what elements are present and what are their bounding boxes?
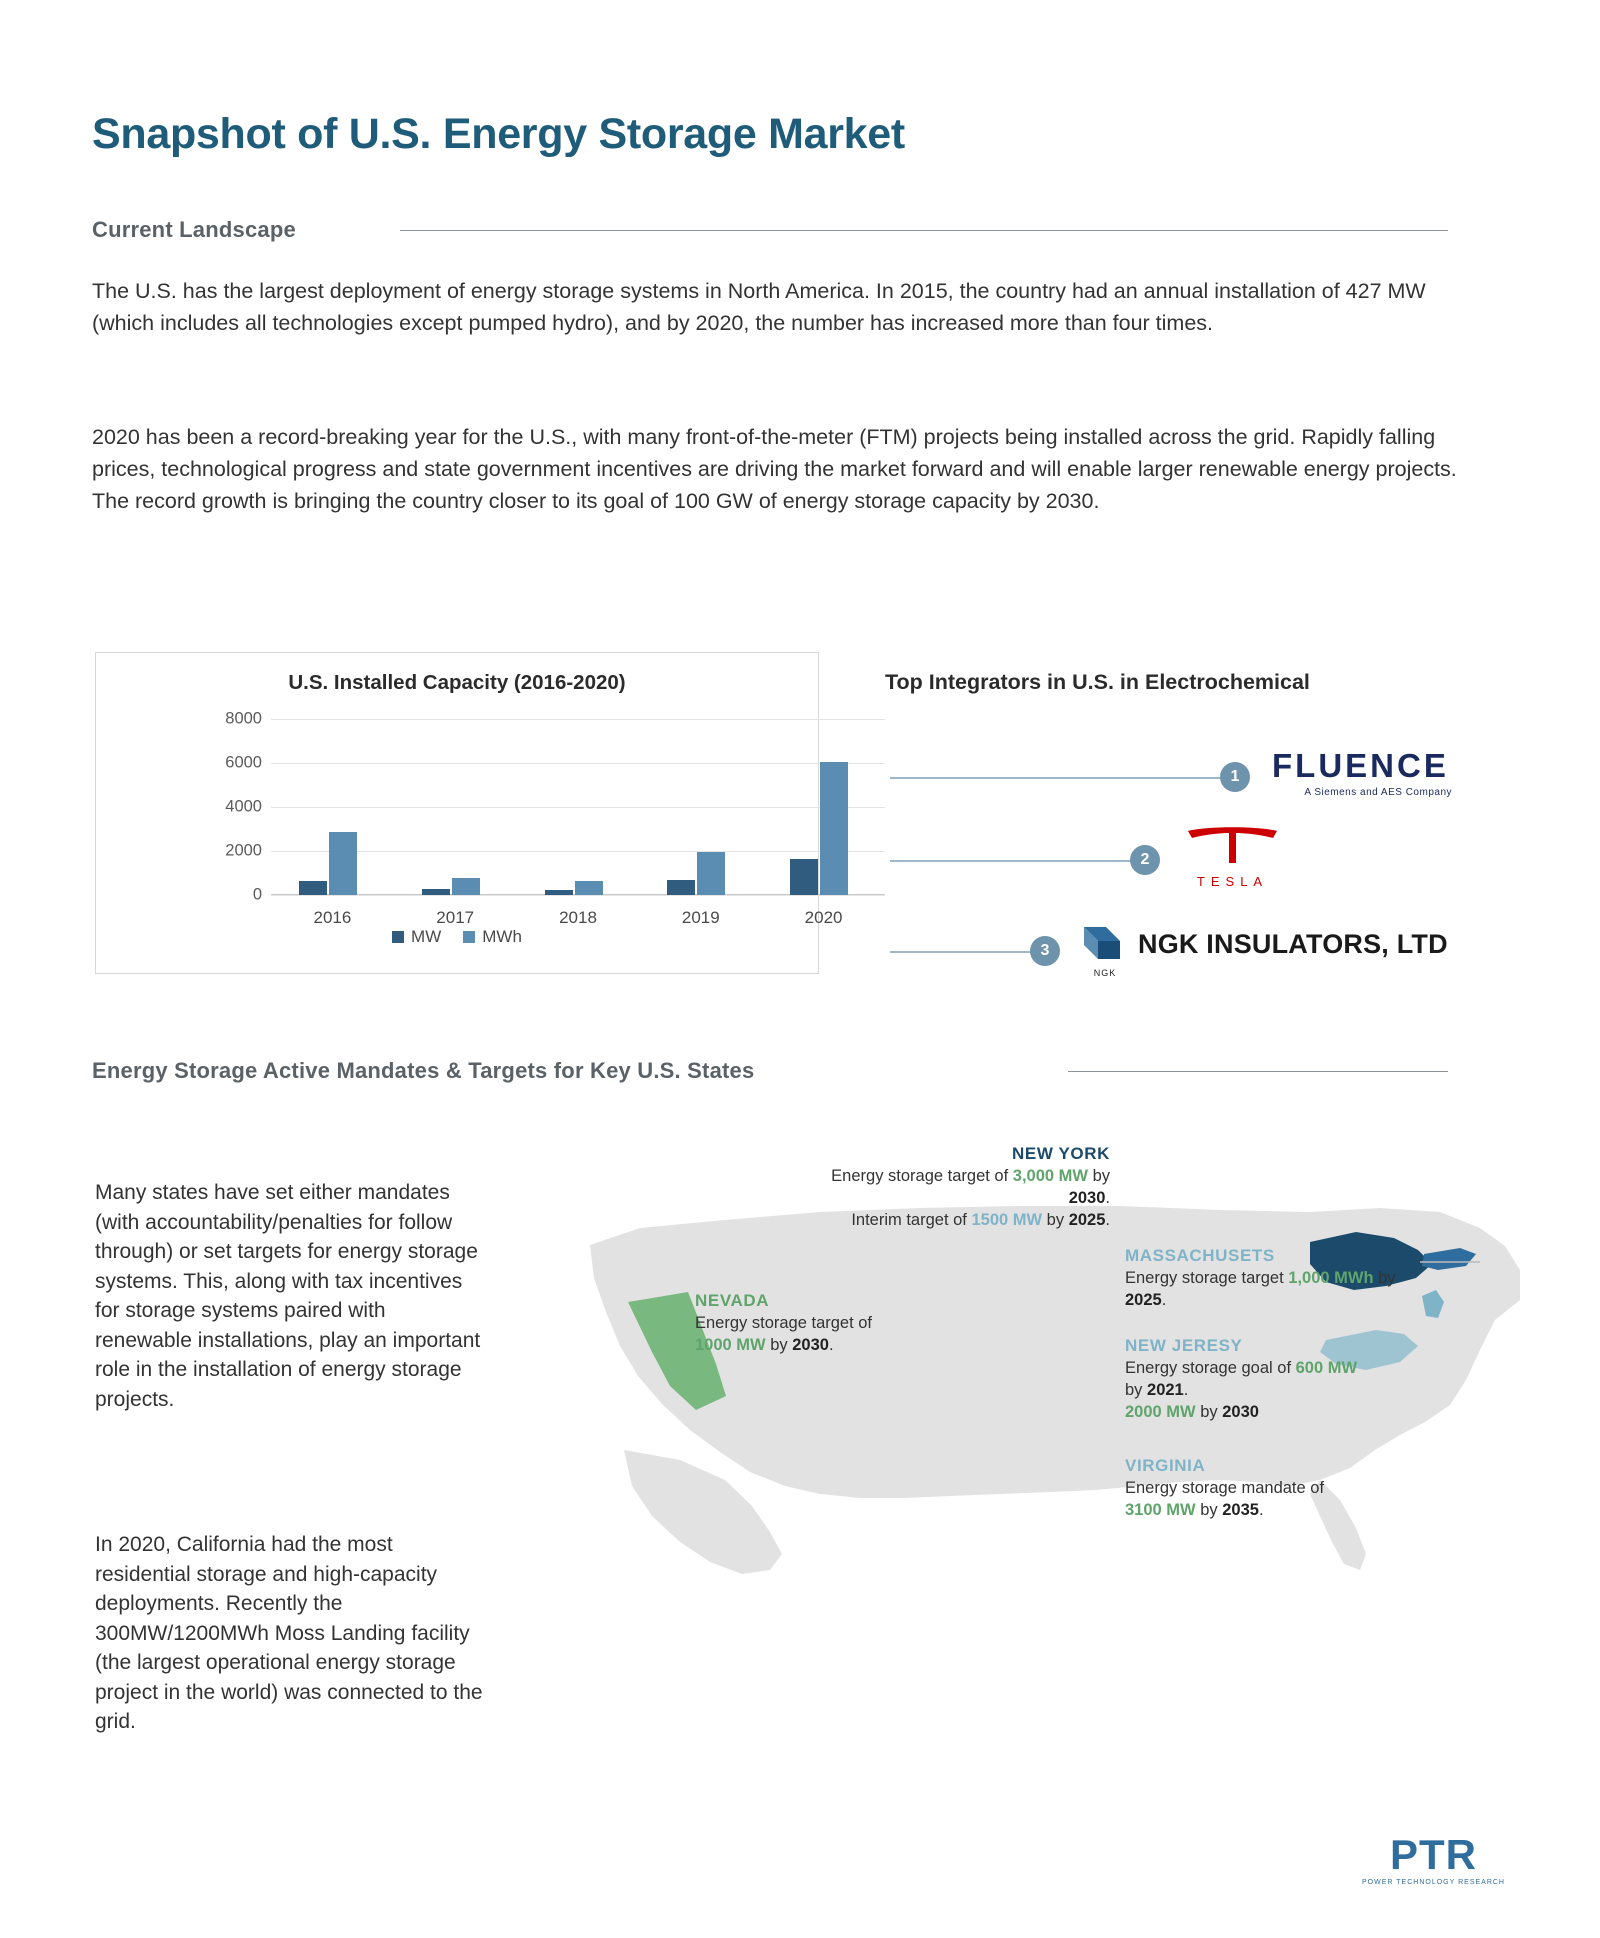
- chart-plot-area: [225, 709, 885, 927]
- annotation-state-name: NEW JERESY: [1125, 1336, 1243, 1355]
- text-fragment: .: [828, 1336, 834, 1354]
- connector-line: [890, 860, 1140, 862]
- y-tick-label: 2000: [225, 841, 262, 860]
- fluence-logo: [1272, 747, 1452, 798]
- integrator-tagline: NGK: [1093, 968, 1117, 978]
- text-fragment: .: [1161, 1291, 1167, 1309]
- ptr-logo-text: PTR: [1390, 1831, 1477, 1878]
- annotation-state-name: MASSACHUSETS: [1125, 1246, 1275, 1265]
- rank-badge: 2: [1130, 845, 1160, 875]
- text-fragment: .: [1258, 1501, 1264, 1519]
- ptr-logo-subtext: POWER TECHNOLOGY RESEARCH: [1362, 1879, 1505, 1886]
- integrator-row-1: [890, 745, 1450, 809]
- annotation-line-1: [820, 1165, 1110, 1209]
- annotation-line-2: [1125, 1401, 1415, 1423]
- x-tick-label: 2016: [313, 908, 352, 927]
- annotation-new-york: [820, 1143, 1110, 1231]
- legend-label: MWh: [482, 927, 522, 946]
- chart-legend: [96, 927, 818, 947]
- bar-mw: [422, 889, 450, 895]
- annotation-line-1: [1125, 1267, 1405, 1311]
- value-highlight: 600 MW: [1295, 1359, 1358, 1377]
- connector-line: [890, 777, 1230, 779]
- integrator-name: FLUENCE: [1272, 747, 1449, 784]
- integrator-name: TESLA: [1196, 874, 1269, 889]
- year-value: 2025: [1125, 1291, 1162, 1309]
- legend-swatch-icon: [463, 931, 475, 943]
- annotation-nevada: [695, 1290, 935, 1356]
- bar-group: [271, 719, 394, 927]
- sidebar-paragraph-two: In 2020, California had the most residential storage and high-capacity deployments. Recently the 300MW/1200MWh Moss Landing facility (the largest operational energy storage project in the world) was connected to the grid.: [95, 1533, 483, 1733]
- integrators-title: Top Integrators in U.S. in Electrochemical: [885, 670, 1310, 694]
- year-value: 2035: [1222, 1501, 1259, 1519]
- rank-badge: 3: [1030, 936, 1060, 966]
- value-highlight: 1500 MW: [971, 1211, 1043, 1229]
- paragraph-one: The U.S. has the largest deployment of energy storage systems in North America. In 2015, the country had an annual installation of 427 MW (which includes all technologies except pumped hydro), and by 2020, the number has increased more than four times.: [92, 279, 1426, 335]
- bar-mwh: [697, 852, 725, 895]
- bar-group: [517, 719, 640, 927]
- text-fragment: Energy storage target: [1125, 1269, 1289, 1287]
- text-fragment: Interim target of: [851, 1211, 972, 1229]
- x-tick-label: 2017: [436, 908, 475, 927]
- tesla-t-icon: [1180, 825, 1285, 865]
- text-fragment: by: [1373, 1269, 1396, 1287]
- value-highlight: 1000 MW: [695, 1336, 766, 1354]
- text-fragment: .: [1183, 1381, 1189, 1399]
- year-value: 2025: [1068, 1211, 1106, 1229]
- annotation-massachusets: [1125, 1245, 1405, 1311]
- integrator-row-3: [890, 925, 1460, 977]
- x-tick-label: 2020: [804, 908, 843, 927]
- text-fragment: Energy storage mandate of: [1125, 1479, 1325, 1497]
- rank-badge: 1: [1220, 762, 1250, 792]
- value-highlight: 3,000 MW: [1012, 1167, 1088, 1185]
- bar-mw: [545, 890, 573, 895]
- value-highlight: 2000 MW: [1125, 1403, 1196, 1421]
- integrator-name: NGK INSULATORS, LTD: [1138, 929, 1448, 959]
- text-fragment: Energy storage target of: [831, 1167, 1013, 1185]
- section-heading-current-landscape: Current Landscape: [92, 217, 296, 242]
- text-fragment: .: [1105, 1211, 1110, 1229]
- text-fragment: by: [765, 1336, 793, 1354]
- connector-line: [890, 951, 1040, 953]
- integrator-tagline: A Siemens and AES Company: [1304, 787, 1452, 798]
- legend-label: MW: [411, 927, 442, 946]
- year-value: 2030: [1222, 1403, 1259, 1421]
- text-fragment: by: [1195, 1501, 1223, 1519]
- bar-mwh: [575, 881, 603, 895]
- x-tick-label: 2019: [681, 908, 720, 927]
- section-rule: [1068, 1071, 1448, 1072]
- legend-item-mw: [392, 927, 441, 947]
- y-tick-label: 8000: [225, 709, 262, 728]
- x-tick-label: 2018: [559, 908, 597, 927]
- legend-swatch-icon: [392, 931, 404, 943]
- text-fragment: Energy storage goal of: [1125, 1359, 1296, 1377]
- text-fragment: by: [1087, 1167, 1110, 1185]
- annotation-new-jersey: [1125, 1335, 1415, 1423]
- annotation-state-name: NEW YORK: [1012, 1144, 1110, 1163]
- ngk-mark-icon: [1080, 925, 1130, 978]
- text-fragment: by: [1042, 1211, 1069, 1229]
- annotation-virginia: [1125, 1455, 1415, 1521]
- y-tick-label: 0: [252, 885, 262, 904]
- annotation-line-2: [820, 1209, 1110, 1231]
- sidebar-paragraph-one: Many states have set either mandates (with accountability/penalties for follow through) or set targets for energy storage systems. This, along with tax incentives for storage systems paired with renewable installations, play an important role in the installation of energy storage projects.: [95, 1181, 481, 1411]
- chart-title: U.S. Installed Capacity (2016-2020): [288, 671, 626, 694]
- value-highlight: 3100 MW: [1125, 1501, 1196, 1519]
- annotation-line-1: [1125, 1357, 1415, 1401]
- bar-mwh: [820, 762, 848, 895]
- bar-group: [394, 719, 517, 927]
- integrator-row-2: [890, 825, 1450, 895]
- bar-group: [639, 719, 762, 927]
- bar-mwh: [452, 878, 480, 895]
- annotation-line-1: [1125, 1477, 1415, 1521]
- legend-item-mwh: [463, 927, 522, 947]
- paragraph-two: 2020 has been a record-breaking year for the U.S., with many front-of-the-meter (FTM) projects being installed across the grid. Rapidly falling prices, technological progress and state government incentives are driving the market forward and will enable larger renewable energy projects. The record growth is bringing the country closer to its goal of 100 GW of energy storage capacity by 2030.: [92, 425, 1457, 513]
- value-highlight: 1,000 MWh: [1288, 1269, 1374, 1287]
- us-map: [520, 1144, 1530, 1680]
- bar-mwh: [329, 832, 357, 895]
- section-heading-mandates: Energy Storage Active Mandates & Targets for Key U.S. States: [92, 1058, 755, 1083]
- annotation-state-name: NEVADA: [695, 1291, 770, 1310]
- tesla-logo: [1180, 825, 1285, 889]
- year-value: 2030: [792, 1336, 829, 1354]
- annotation-line-1: [695, 1312, 935, 1356]
- bar-mw: [790, 859, 818, 895]
- year-value: 2030: [1068, 1189, 1106, 1207]
- section-rule: [400, 230, 1448, 231]
- ptr-logo: [1362, 1831, 1505, 1886]
- text-fragment: by: [1195, 1403, 1223, 1421]
- annotation-state-name: VIRGINIA: [1125, 1456, 1206, 1475]
- y-tick-label: 4000: [225, 797, 262, 816]
- text-fragment: .: [1105, 1189, 1110, 1207]
- y-tick-label: 6000: [225, 753, 262, 772]
- installed-capacity-chart: [95, 652, 843, 974]
- text-fragment: by: [1125, 1381, 1148, 1399]
- page-title: Snapshot of U.S. Energy Storage Market: [92, 110, 905, 158]
- gridline: [252, 885, 885, 904]
- bar-mw: [667, 880, 695, 895]
- bar-mw: [299, 881, 327, 895]
- text-fragment: Energy storage target of: [695, 1314, 873, 1332]
- bar-group: [762, 719, 885, 927]
- year-value: 2021: [1147, 1381, 1184, 1399]
